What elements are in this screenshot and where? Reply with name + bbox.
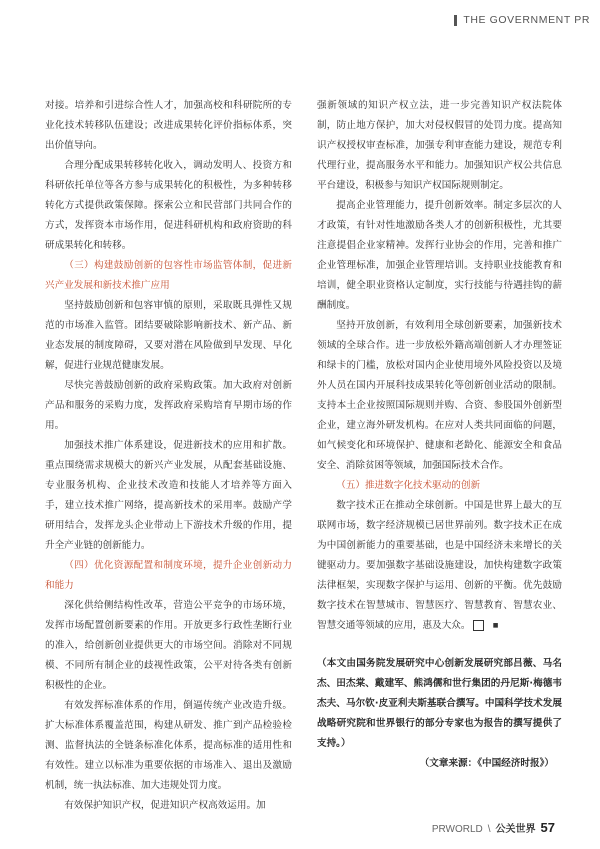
author-note: （本文由国务院发展研究中心创新发展研究部吕薇、马名杰、田杰棠、戴建军、熊鸿儒和世行集团的丹尼斯·梅德韦杰夫、马尔钦·皮亚利夫斯基联合撰写。中国科学技术发展战略研究院和世界银行的部分专家也为报告的撰写提供了支持。） — [317, 658, 562, 749]
paragraph-text: 合理分配成果转移转化收入，调动发明人、投资方和科研依托单位等各方参与成果转化的积极性，为多种转移转化方式提供政策保障。探索公立和民营部门共同合作的方式，发挥资本市场作用，促进科研机构和政府资助的科研成果转化和转移。 — [45, 160, 292, 251]
paragraph-text: 坚持鼓励创新和包容审慎的原则，采取既具弹性又规范的市场准入监管。团结要破除影响新技术、新产品、新业态发展的制度障碍，又要对潜在风险做到早发现、早化解，促进行业规范健康发展。 — [45, 300, 292, 371]
footer-separator: \ — [487, 824, 491, 835]
paragraph-text: 尽快完善鼓励创新的政府采购政策。加大政府对创新产品和服务的采购力度，发挥政府采购培育早期市场的作用。 — [45, 380, 292, 431]
paragraph-text: 有效保护知识产权，促进知识产权高效运用。加 — [64, 800, 266, 811]
paragraph-text: 对接。培养和引进综合性人才，加强高校和科研院所的专业化技术转移队伍建设；改进成果转化评价指标体系，突出价值导向。 — [45, 100, 292, 151]
body-paragraph — [45, 296, 292, 376]
article-source: （文章来源：《中国经济时报》） — [419, 758, 554, 769]
body-paragraph — [45, 696, 292, 796]
section-heading-text: （五）推进数字化技术驱动的创新 — [336, 480, 481, 491]
paragraph-text: 坚持开放创新，有效利用全球创新要素，加强新技术领域的全球合作。进一步放松外籍高端创新人才办理签证和绿卡的门槛，放松对国内企业使用境外风险投资以及境外人员在国内开展科技成果转化等创新创业活动的限制。支持本土企业按照国际规则并购、合资、参股国外创新型企业，建立海外研发机构。在应对人类共同面临的问题，如气候变化和环境保护、健康和老龄化、能源安全和食品安全、消除贫困等领域，加强国际技术合作。 — [317, 320, 562, 471]
page-number: 57 — [540, 820, 555, 835]
body-paragraph — [45, 796, 292, 816]
body-paragraph — [317, 496, 562, 636]
section-heading — [45, 556, 292, 596]
running-header — [454, 14, 590, 26]
footer-brand-cn: 公关世界 — [495, 824, 536, 835]
paragraph-text: 有效发挥标准体系的作用，倒逼传统产业改造升级。扩大标准体系覆盖范围，构建从研发、推广到产品检验检测、监督执法的全链条标准化体系，提高标准的适用性和有效性。建立以标准为重要依据的市场准入、退出及激励机制，统一执法标准、加大违规处罚力度。 — [45, 700, 292, 791]
page-footer — [432, 820, 555, 835]
body-paragraph — [45, 96, 292, 156]
body-paragraph — [317, 196, 562, 316]
body-paragraph — [317, 316, 562, 476]
paragraph-text: 数字技术正在推动全球创新。中国是世界上最大的互联网市场，数字经济规模已居世界前列。数字技术正在成为中国创新能力的重要基础，也是中国经济未来增长的关键驱动力。要加强数字基础设施建设，加快构建数字政策法律框架，实现数字保护与运用、创新的平衡。优先鼓励数字技术在智慧城市、智慧医疗、智慧教育、智慧农业、智慧交通等领域的应用，惠及大众。 — [317, 500, 562, 631]
body-paragraph — [45, 596, 292, 696]
section-heading — [45, 256, 292, 296]
body-paragraph — [45, 156, 292, 256]
section-heading — [317, 476, 562, 496]
left-column — [45, 96, 292, 816]
header-bar-mark — [454, 15, 457, 26]
header-text: THE GOVERNMENT PR — [463, 14, 590, 26]
paragraph-text: 提高企业管理能力，提升创新效率。制定多层次的人才政策，有针对性地激励各类人才的创新积极性，尤其要注意提倡企业家精神。发挥行业协会的作用，完善和推广企业管理标准，加强企业管理培训。支持职业技能教育和培训，健全职业资格认定制度，实行技能与待遇挂钩的薪酬制度。 — [317, 200, 562, 311]
paragraph-text: 加强技术推广体系建设，促进新技术的应用和扩散。重点围绕需求规模大的新兴产业发展，从配套基础设施、专业服务机构、企业技术改造和技能人才培养等方面入手，建立技术推广网络，提高新技术的采用率。鼓励产学研用结合，发挥龙头企业带动上下游技术升级的作用，提升全产业链的创新能力。 — [45, 440, 292, 551]
body-paragraph — [45, 436, 292, 556]
section-heading-text: （三）构建鼓励创新的包容性市场监管体制，促进新兴产业发展和新技术推广应用 — [45, 260, 292, 291]
body-paragraph — [317, 96, 562, 196]
section-heading-text: （四）优化资源配置和制度环境，提升企业创新动力和能力 — [45, 560, 292, 591]
end-of-article-icon: ■ — [473, 620, 484, 631]
body-paragraph — [45, 376, 292, 436]
paragraph-text: 深化供给侧结构性改革，营造公平竞争的市场环境，发挥市场配置创新要素的作用。开放更多行政性垄断行业的准入，给创新创业提供更大的市场空间。消除对不同规模、不同所有制企业的歧视性政策，公平对待各类有创新积极性的企业。 — [45, 600, 292, 691]
footer-brand-en: PRWORLD — [431, 824, 483, 835]
paragraph-text: 强新领域的知识产权立法，进一步完善知识产权法院体制，防止地方保护，加大对侵权假冒的处罚力度。提高知识产权授权审查标准，加强专利审查能力建设，规范专利代理行业，提高服务水平和能力。加强知识产权公共信息平台建设，积极参与知识产权国际规则制定。 — [317, 100, 562, 191]
right-column — [317, 96, 562, 774]
